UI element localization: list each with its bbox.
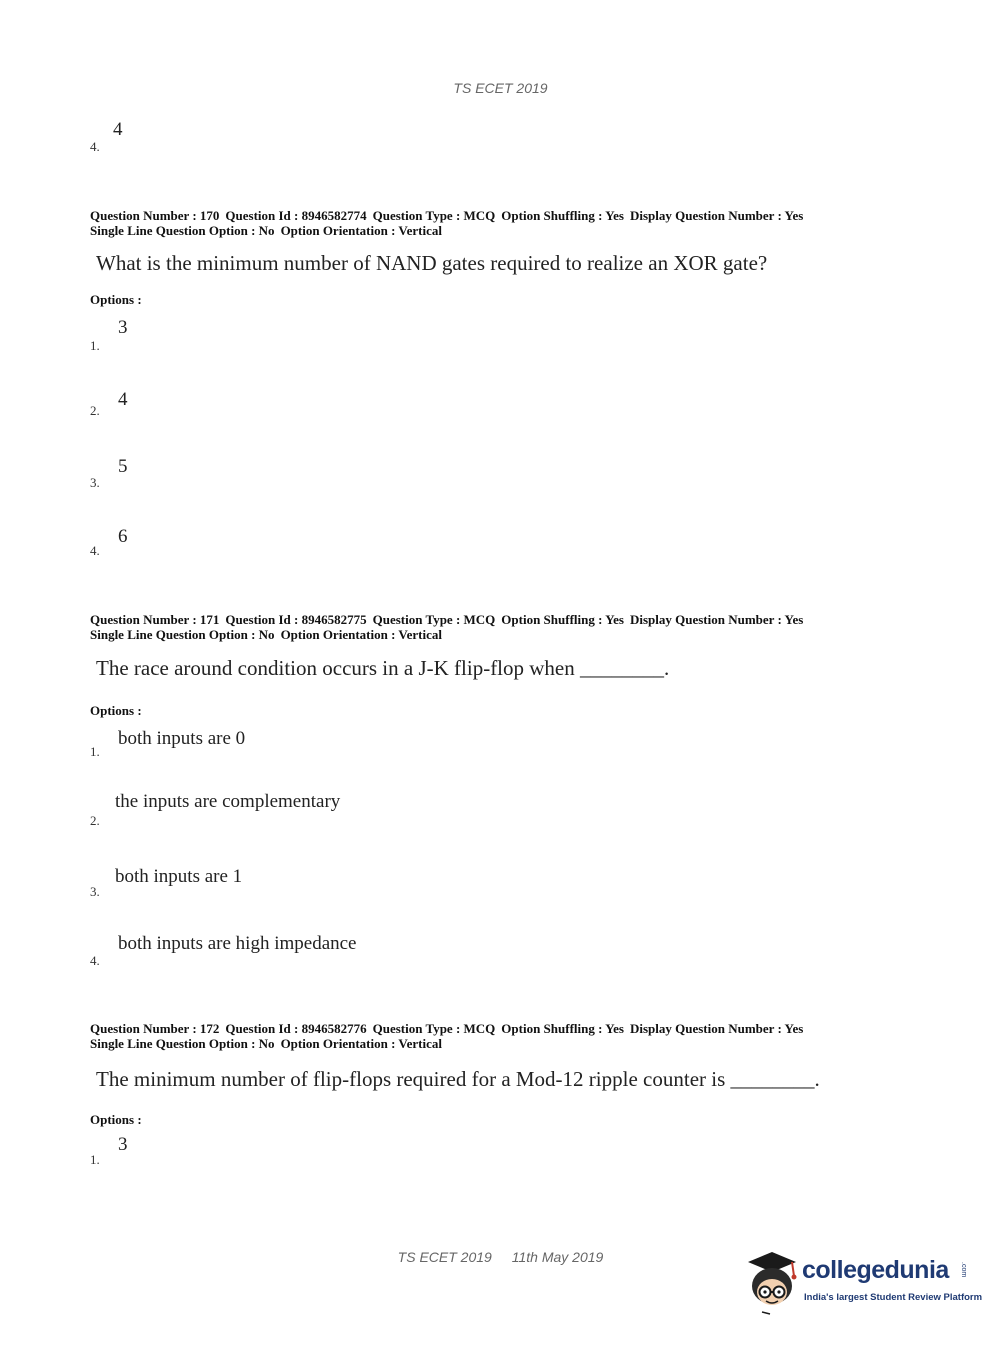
- option-orientation: Option Orientation : Vertical: [280, 222, 442, 238]
- collegedunia-logo: [742, 1250, 983, 1320]
- mascot-graduate-icon: [742, 1250, 802, 1316]
- options-label: Options :: [90, 292, 142, 307]
- page-header: TS ECET 2019: [453, 80, 548, 96]
- question-id: Question Id : 8946582775: [225, 612, 367, 627]
- footer-exam: TS ECET 2019: [397, 1249, 492, 1265]
- question-meta-172: [90, 1022, 910, 1051]
- logo-name: collegedunia: [802, 1256, 949, 1284]
- option-orientation: Option Orientation : Vertical: [280, 1035, 442, 1051]
- option-number: 1.: [90, 744, 100, 759]
- question-id: Question Id : 8946582774: [225, 208, 367, 223]
- option-value: both inputs are 1: [115, 866, 243, 887]
- option-number: 1.: [90, 1152, 100, 1167]
- option-value: both inputs are 0: [118, 728, 246, 749]
- question-number: Question Number : 171: [90, 612, 220, 627]
- option-number: 2.: [90, 403, 100, 418]
- footer-date: 11th May 2019: [511, 1249, 604, 1265]
- prev-option-number: 4.: [90, 139, 100, 154]
- option-value: 3: [118, 1134, 128, 1155]
- question-meta-170: [90, 209, 910, 238]
- option-value: both inputs are high impedance: [118, 933, 357, 954]
- single-line-option: Single Line Question Option : No: [90, 626, 275, 642]
- logo-tagline: India's largest Student Review Platform: [804, 1292, 983, 1303]
- question-number: Question Number : 170: [90, 208, 220, 223]
- display-question-number: Display Question Number : Yes: [629, 208, 804, 223]
- single-line-option: Single Line Question Option : No: [90, 1035, 275, 1051]
- question-text-170: What is the minimum number of NAND gates required to realize an XOR gate?: [96, 251, 768, 275]
- question-type: Question Type : MCQ: [372, 612, 496, 627]
- question-id: Question Id : 8946582776: [225, 1021, 367, 1036]
- option-value: 5: [118, 456, 128, 477]
- option-shuffling: Option Shuffling : Yes: [501, 208, 624, 223]
- single-line-option: Single Line Question Option : No: [90, 222, 275, 238]
- option-number: 3.: [90, 884, 100, 899]
- option-number: 4.: [90, 953, 100, 968]
- display-question-number: Display Question Number : Yes: [629, 612, 804, 627]
- option-number: 3.: [90, 475, 100, 490]
- question-type: Question Type : MCQ: [372, 1021, 496, 1036]
- options-label: Options :: [90, 703, 142, 718]
- option-number: 2.: [90, 813, 100, 828]
- option-value: 6: [118, 526, 128, 547]
- option-shuffling: Option Shuffling : Yes: [501, 1021, 624, 1036]
- prev-option-value: 4: [113, 119, 123, 140]
- question-text-171: The race around condition occurs in a J-K flip-flop when ________.: [96, 656, 670, 680]
- option-value: 3: [118, 317, 128, 338]
- option-number: 4.: [90, 543, 100, 558]
- option-number: 1.: [90, 338, 100, 353]
- option-value: 4: [118, 389, 128, 410]
- display-question-number: Display Question Number : Yes: [629, 1021, 804, 1036]
- logo-dotcom: .com: [960, 1262, 967, 1278]
- question-number: Question Number : 172: [90, 1021, 220, 1036]
- option-orientation: Option Orientation : Vertical: [280, 626, 442, 642]
- option-shuffling: Option Shuffling : Yes: [501, 612, 624, 627]
- options-label: Options :: [90, 1112, 142, 1127]
- question-text-172: The minimum number of flip-flops required for a Mod-12 ripple counter is ________.: [96, 1067, 820, 1091]
- option-value: the inputs are complementary: [115, 791, 341, 812]
- question-meta-171: [90, 613, 910, 642]
- question-type: Question Type : MCQ: [372, 208, 496, 223]
